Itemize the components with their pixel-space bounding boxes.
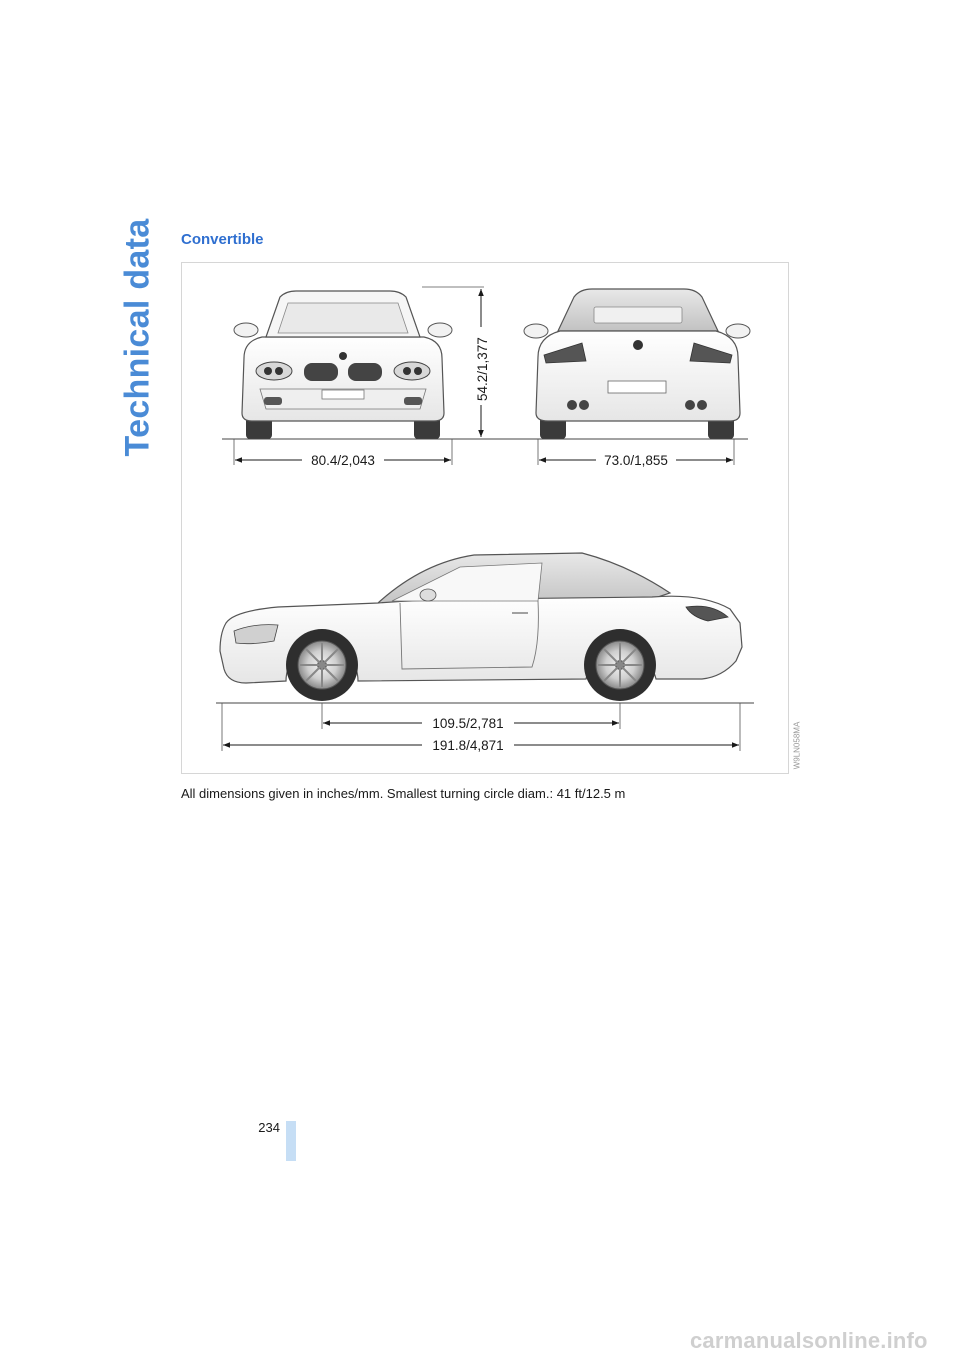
side-title [118,218,158,456]
side-view-car [220,553,742,701]
dimension-drawing [182,263,790,775]
section-heading: Convertible [181,231,264,248]
front-view-car [234,291,452,439]
rear-track-dimension-label: 73.0/1,855 [604,453,668,468]
footer-watermark: carmanualsonline.info [690,1328,928,1353]
wheelbase-dimension-label: 109.5/2,781 [432,716,504,731]
height-dimension-label: 54.2/1,377 [475,337,490,401]
figure-code-text: W9LN058MA [792,721,802,769]
rear-view-car [524,289,750,439]
figure-caption: All dimensions given in inches/mm. Smallest turning circle diam.: 41 ft/12.5 m [181,786,626,801]
figure-code [790,720,804,770]
page-tab-marker [286,1121,296,1161]
side-title-text: Technical data [118,218,157,456]
page-number: 234 [258,1120,280,1135]
front-width-dimension-label: 80.4/2,043 [311,453,375,468]
length-dimension-label: 191.8/4,871 [432,738,504,753]
dimension-figure [181,262,789,774]
